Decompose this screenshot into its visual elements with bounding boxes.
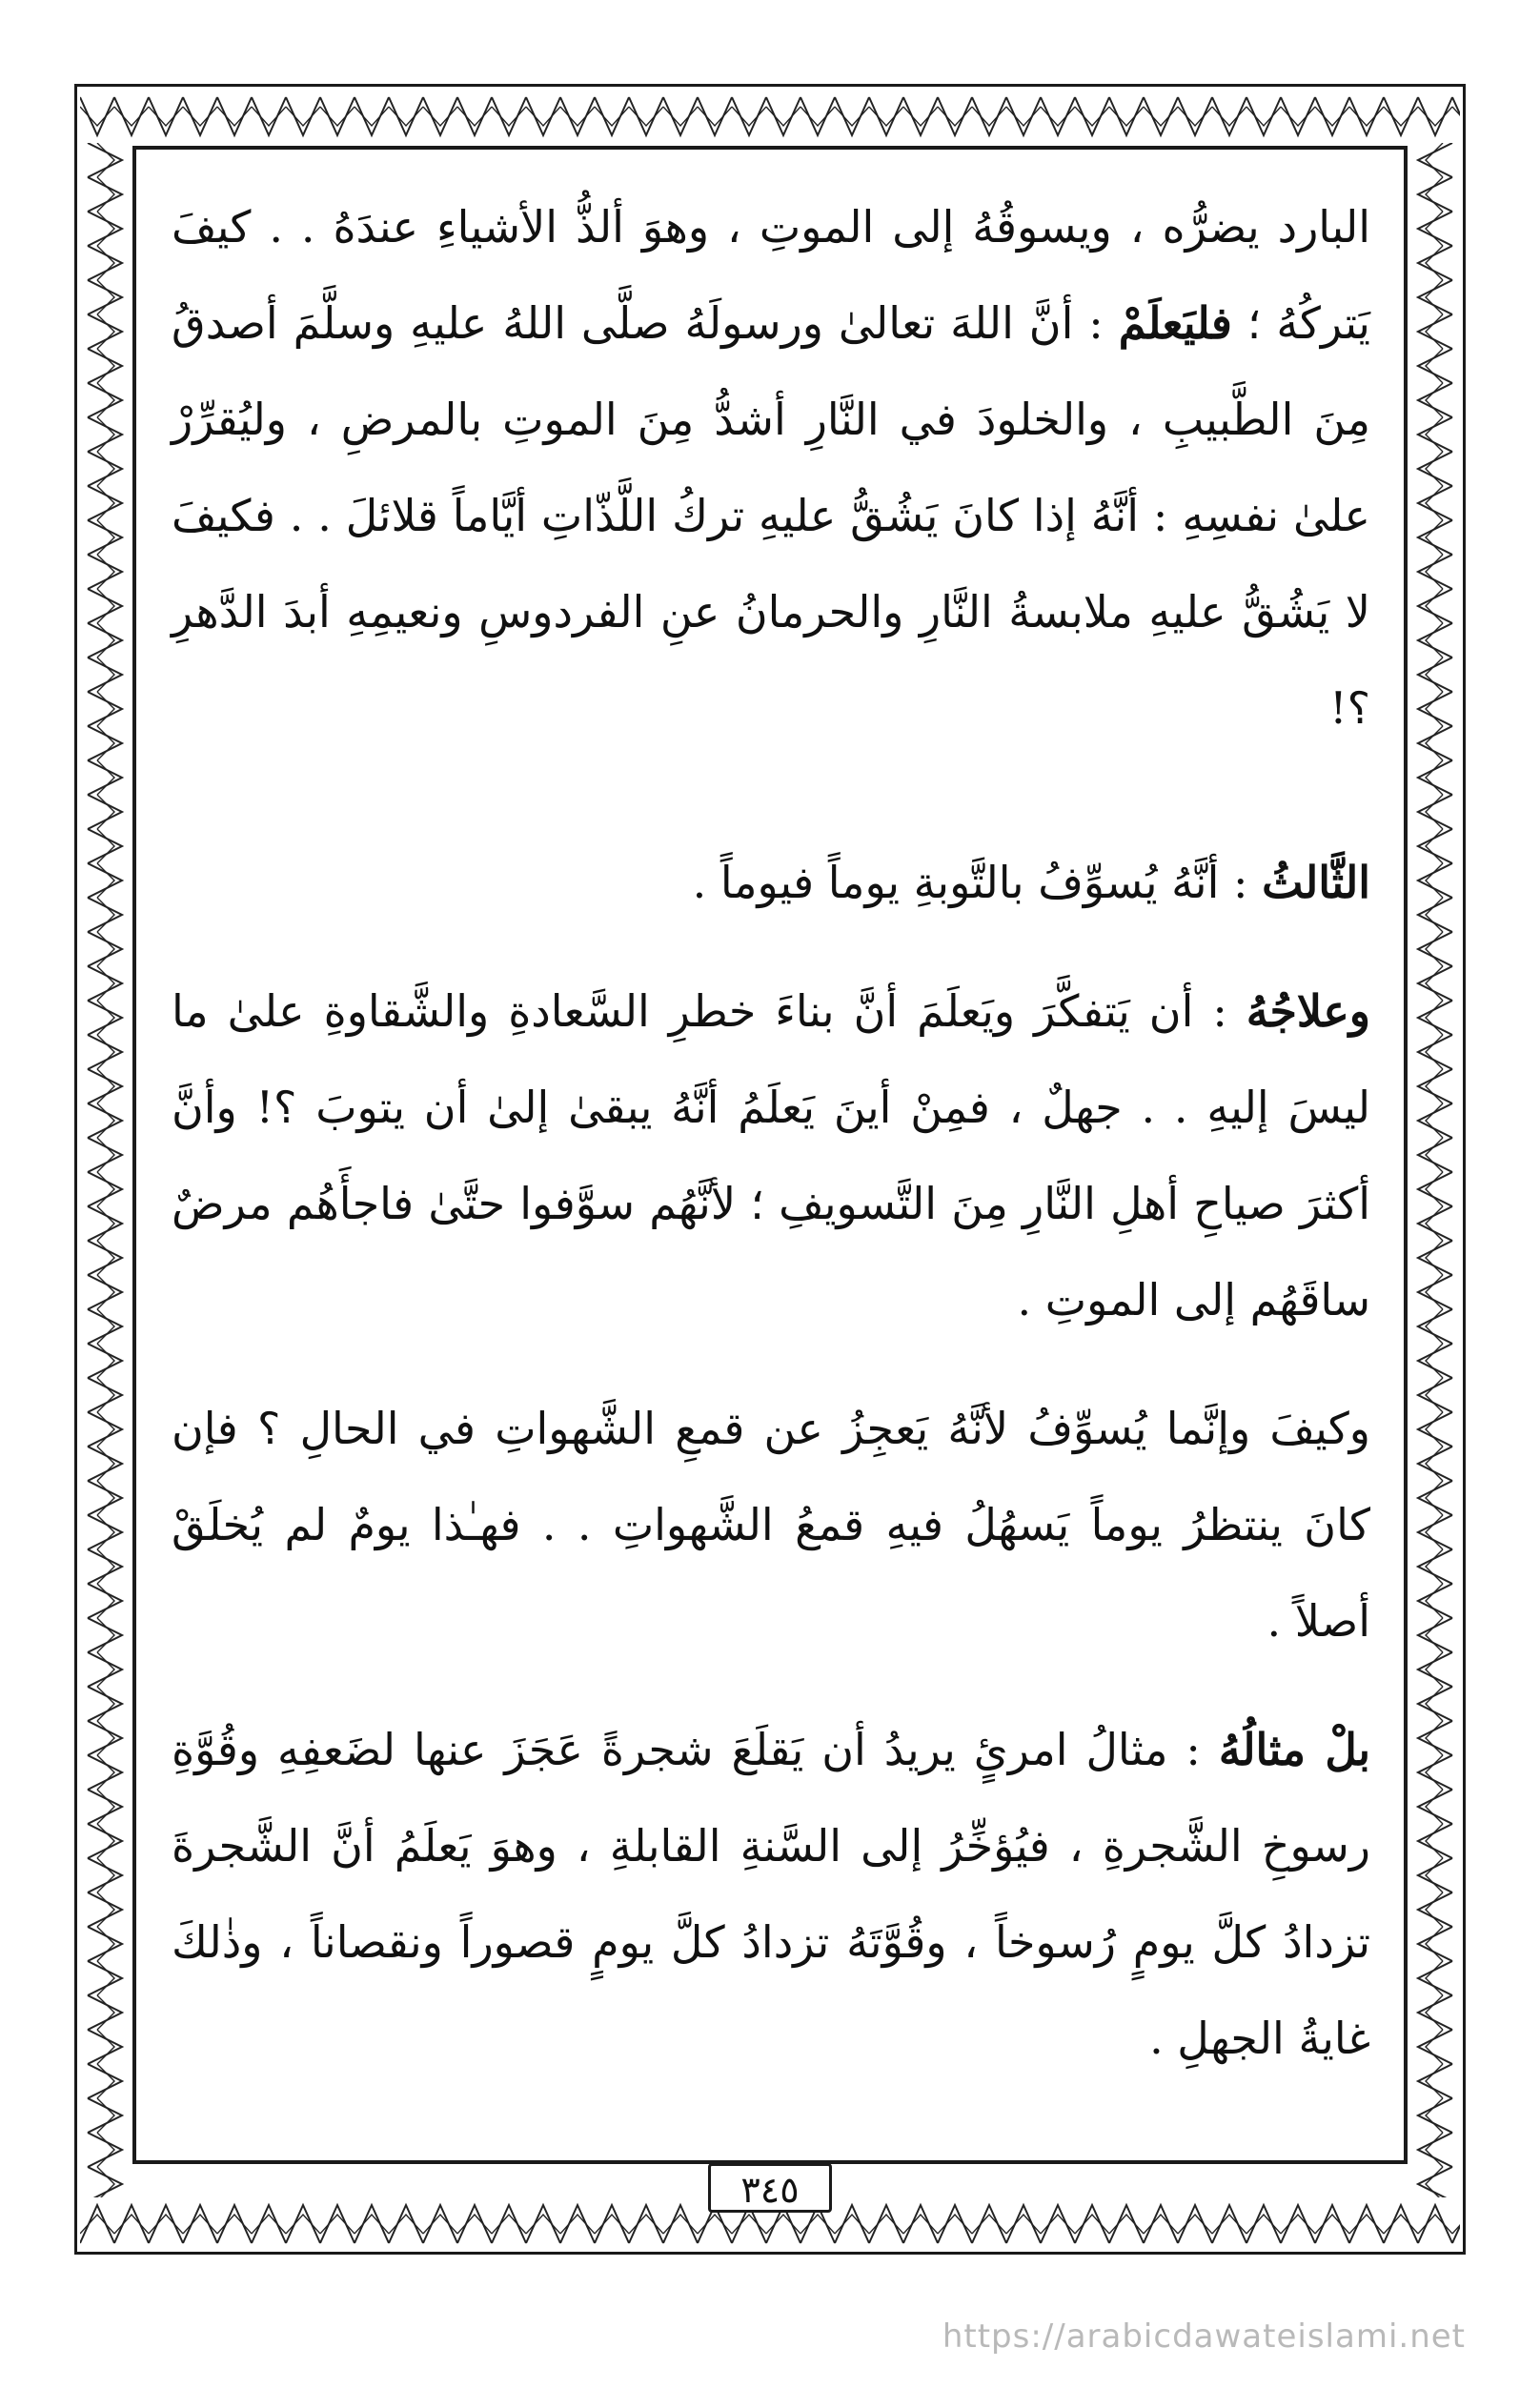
keyword-bold: وعلاجُهُ [1246, 985, 1370, 1037]
paragraph [172, 963, 1370, 1348]
keyword-bold: فليَعلَمْ [1118, 297, 1232, 349]
text-run: : أنَّهُ يُسوِّفُ بالتَّوبةِ يوماً فيوماً . [692, 857, 1263, 908]
paragraph [172, 1381, 1370, 1670]
text-run: : أن يَتفكَّرَ ويَعلَمَ أنَّ بناءَ خطرِ السَّعادةِ والشَّقاوةِ علىٰ ما ليسَ إليهِ . . جهلٌ ، فمِنْ أينَ يَعلَمُ أنَّهُ يبقىٰ إلىٰ أن يتوبَ ؟! وأنَّ أكثرَ صياحِ أهلِ النَّارِ مِنَ التَّسويفِ ؛ لأنَّهُم سوَّفوا حتَّىٰ فاجأَهُم مرضٌ ساقَهُم إلى الموتِ . [172, 985, 1370, 1326]
paragraph [172, 835, 1370, 931]
text-run: وكيفَ وإنَّما يُسوِّفُ لأنَّهُ يَعجِزُ عن قمعِ الشَّهواتِ في الحالِ ؟ فإن كانَ ينتظرُ يوماً يَسهُلُ فيهِ قمعُ الشَّهواتِ . . فهـٰذا يومٌ لم يُخلَقْ أصلاً . [172, 1403, 1370, 1647]
page-number: ٣٤٥ [708, 2163, 832, 2213]
text-run: : أنَّ اللهَ تعالىٰ ورسولَهُ صلَّى اللهُ عليهِ وسلَّمَ أصدقُ مِنَ الطَّبيبِ ، والخلودَ في النَّارِ أشدُّ مِنَ الموتِ بالمرضِ ، وليُقرِّرْ علىٰ نفسِهِ : أنَّهُ إذا كانَ يَشُقُّ عليهِ تركُ اللَّذّاتِ أيَّاماً قلائلَ . . فكيفَ لا يَشُقُّ عليهِ ملابسةُ النَّارِ والحرمانُ عنِ الفردوسِ ونعيمِهِ أبدَ الدَّهرِ ؟! [172, 297, 1370, 734]
keyword-bold: الثَّالثُ [1262, 857, 1370, 908]
keyword-bold: بلْ مثالُهُ [1218, 1724, 1371, 1775]
paragraph [172, 1702, 1370, 2087]
source-watermark: https://arabicdawateislami.net [942, 2317, 1466, 2356]
text-run: : مثالُ امرئٍ يريدُ أن يَقلَعَ شجرةً عَجَزَ عنها لضَعفِهِ وقُوَّةِ رسوخِ الشَّجرةِ ، فيُؤخِّرُ إلى السَّنةِ القابلةِ ، وهوَ يَعلَمُ أنَّ الشَّجرةَ تزدادُ كلَّ يومٍ رُسوخاً ، وقُوَّتَهُ تزدادُ كلَّ يومٍ قصوراً ونقصاناً ، وذٰلكَ غايةُ الجهلِ . [172, 1724, 1370, 2064]
ornament-band-right [1410, 143, 1460, 2197]
text-run: البارد يضرُّه ، ويسوقُهُ إلى الموتِ ، وهوَ ألذُّ الأشياءِ عندَهُ . . كيفَ يَتركُهُ ؛ [172, 201, 1370, 349]
ornament-band-top [80, 90, 1460, 143]
page-body [172, 179, 1370, 2087]
paragraph [172, 179, 1370, 757]
ornament-band-left [80, 143, 130, 2197]
